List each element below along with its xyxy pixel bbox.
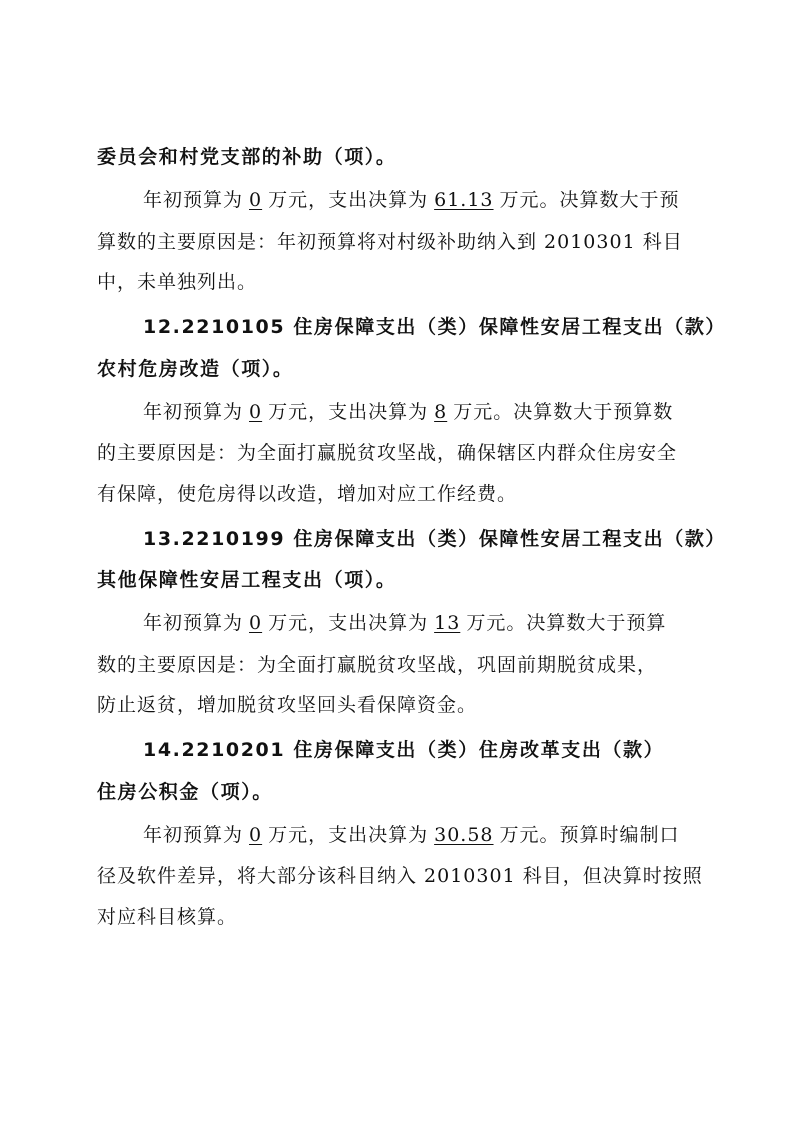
paragraph-line: 数的主要原因是：为全面打赢脱贫攻坚战，巩固前期脱贫成果， <box>97 654 658 676</box>
final-value: 30.58 <box>434 824 494 846</box>
budget-prefix: 年初预算为 <box>143 824 244 846</box>
mid-text: 万元，支出决算为 <box>268 189 429 211</box>
section-heading-12-line2: 农村危房改造（项）。 <box>97 358 294 380</box>
paragraph-line: 算数的主要原因是：年初预算将对村级补助纳入到 2010301 科目 <box>97 231 683 253</box>
suffix-text: 万元。预算时编制口 <box>499 824 680 846</box>
budget-prefix: 年初预算为 <box>143 612 244 634</box>
section-heading-13: 13.2210199 住房保障支出（类）保障性安居工程支出（款） <box>143 528 727 550</box>
budget-prefix: 年初预算为 <box>143 401 244 423</box>
budget-value: 0 <box>249 612 263 634</box>
suffix-text: 万元。决算数大于预算 <box>466 612 667 634</box>
section-heading-12: 12.2210105 住房保障支出（类）保障性安居工程支出（款） <box>143 316 727 338</box>
paragraph-line <box>143 611 666 635</box>
suffix-text: 万元。决算数大于预 <box>499 189 680 211</box>
final-value: 61.13 <box>434 189 494 211</box>
paragraph-line <box>143 188 680 212</box>
paragraph-line: 对应科目核算。 <box>97 906 238 928</box>
section-heading-continuation: 委员会和村党支部的补助（项）。 <box>97 146 397 168</box>
mid-text: 万元，支出决算为 <box>268 612 429 634</box>
budget-prefix: 年初预算为 <box>143 189 244 211</box>
mid-text: 万元，支出决算为 <box>268 824 429 846</box>
paragraph-line: 有保障，使危房得以改造，增加对应工作经费。 <box>97 483 518 505</box>
mid-text: 万元，支出决算为 <box>268 401 429 423</box>
budget-value: 0 <box>249 824 263 846</box>
paragraph-line: 的主要原因是：为全面打赢脱贫攻坚战，确保辖区内群众住房安全 <box>97 442 678 464</box>
paragraph-line: 中，未单独列出。 <box>97 271 258 293</box>
paragraph-line: 防止返贫，增加脱贫攻坚回头看保障资金。 <box>97 694 478 716</box>
budget-value: 0 <box>249 189 263 211</box>
section-heading-13-line2: 其他保障性安居工程支出（项）。 <box>97 569 397 591</box>
section-heading-14: 14.2210201 住房保障支出（类）住房改革支出（款） <box>143 739 665 761</box>
budget-value: 0 <box>249 401 263 423</box>
final-value: 8 <box>434 401 448 423</box>
section-heading-14-line2: 住房公积金（项）。 <box>97 781 273 803</box>
paragraph-line <box>143 400 673 424</box>
paragraph-line <box>143 823 680 847</box>
suffix-text: 万元。决算数大于预算数 <box>453 401 674 423</box>
final-value: 13 <box>434 612 461 634</box>
paragraph-line: 径及软件差异，将大部分该科目纳入 2010301 科目，但决算时按照 <box>97 865 703 887</box>
